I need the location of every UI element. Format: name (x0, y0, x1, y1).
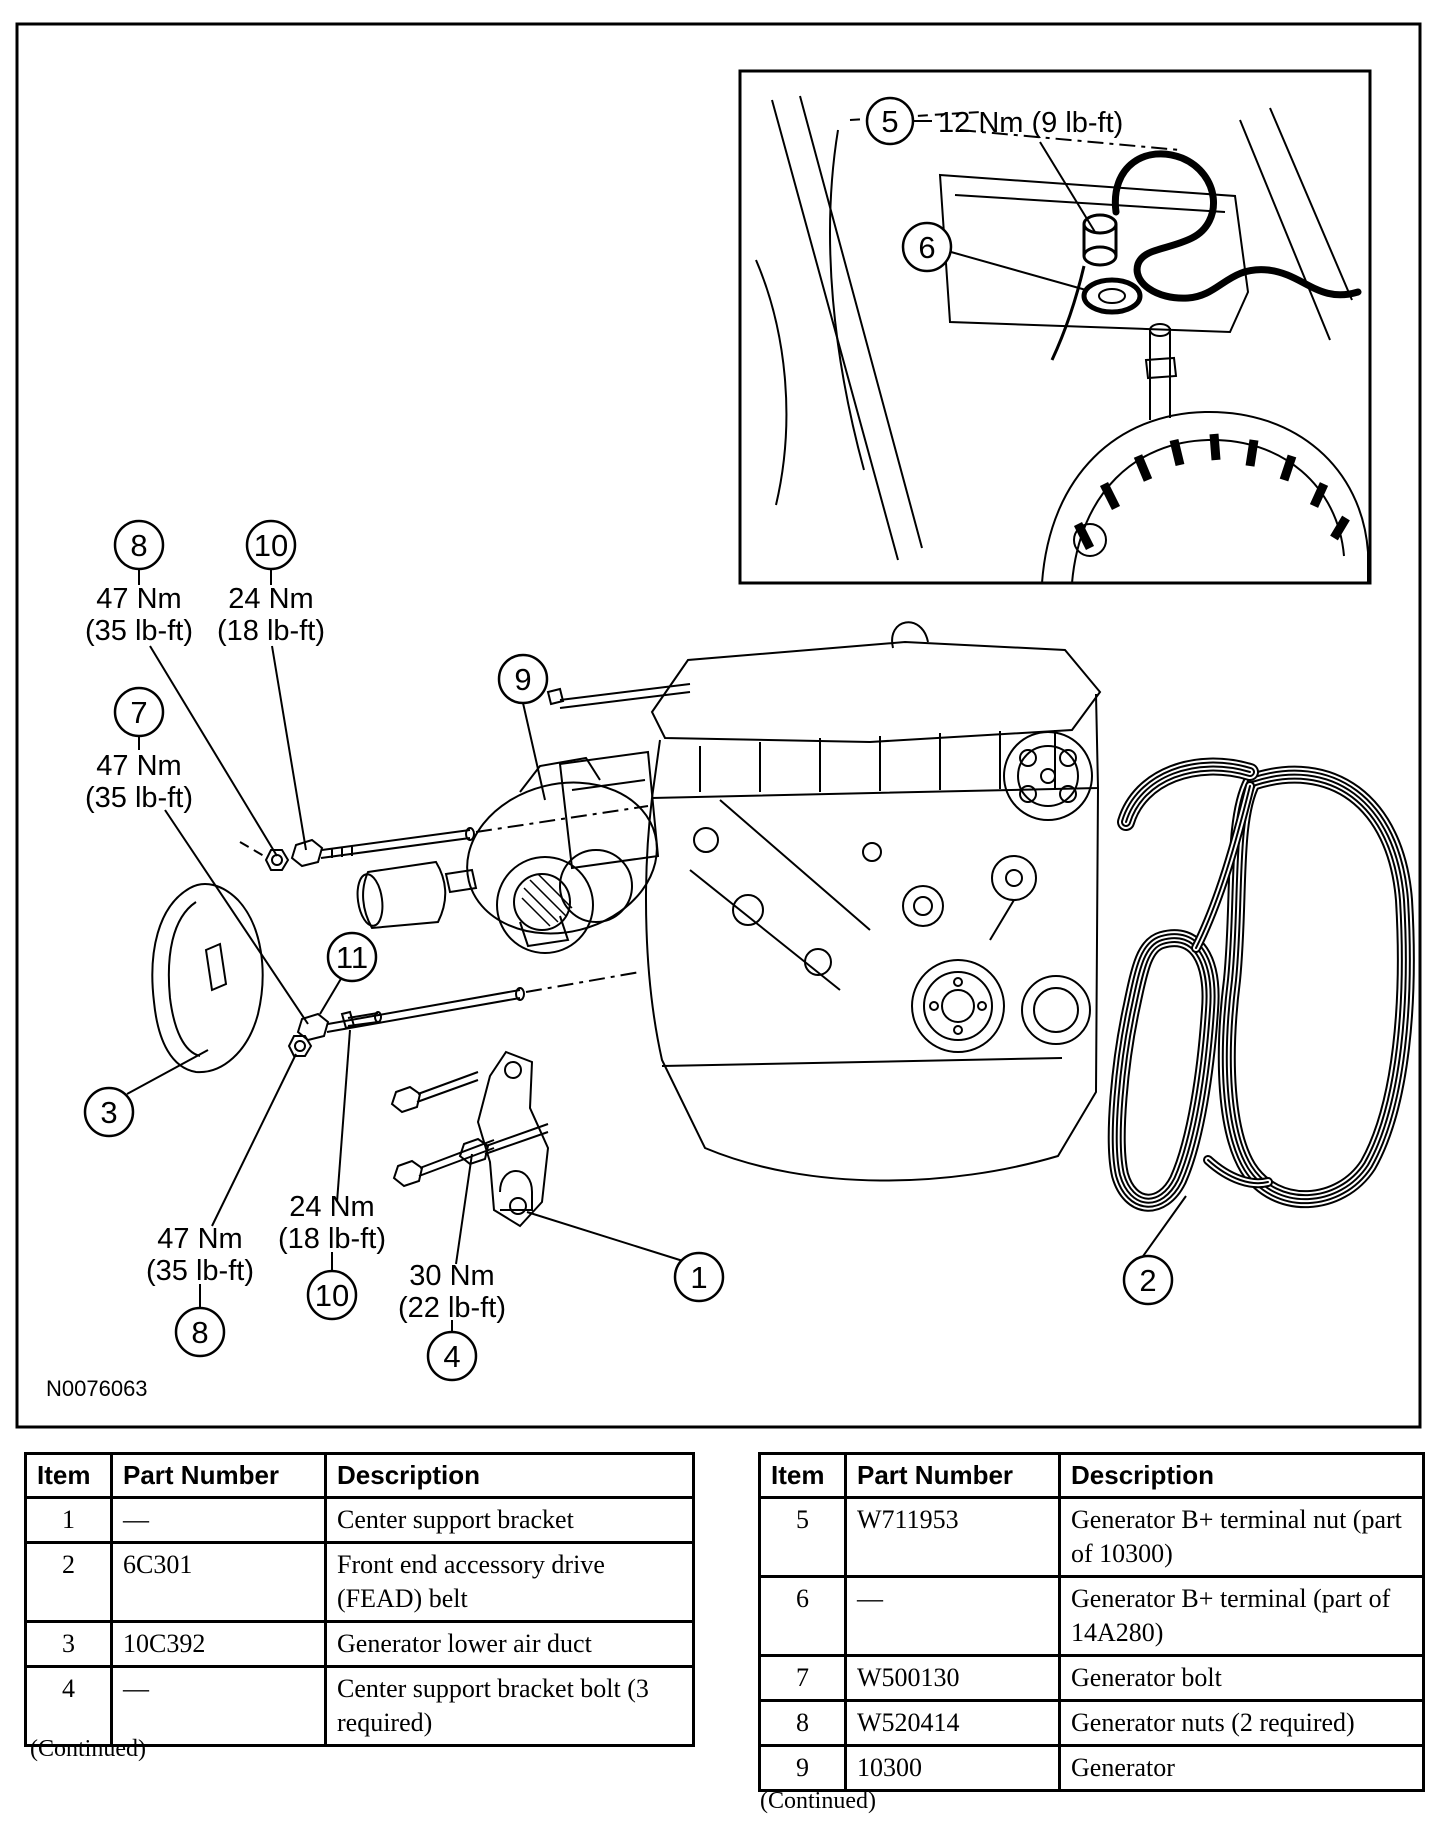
desc-cell: Generator B+ terminal nut (part of 10300) (1060, 1498, 1424, 1577)
torque-top-47-l1: 47 Nm (96, 583, 182, 615)
svg-text:8: 8 (130, 528, 148, 563)
svg-text:6: 6 (918, 230, 936, 265)
item-cell: 9 (760, 1746, 846, 1791)
figure-number: N0076063 (46, 1376, 148, 1401)
callout-2 (1124, 1256, 1172, 1304)
col-part-number: Part Number (112, 1454, 326, 1498)
torque-inset-12nm: 12 Nm (9 lb-ft) (938, 107, 1124, 139)
table-row (26, 1622, 694, 1667)
torque-bottom-24-l1: 24 Nm (289, 1191, 375, 1223)
part-cell: 6C301 (112, 1543, 326, 1622)
torque-mid-47-l1: 47 Nm (96, 750, 182, 782)
torque-bottom-24-l2: (18 lb-ft) (278, 1223, 386, 1255)
inset-detail-view (740, 71, 1370, 583)
fead-belt-art (1117, 767, 1406, 1203)
item-cell: 7 (760, 1656, 846, 1701)
torque-top-47-l2: (35 lb-ft) (85, 615, 193, 647)
svg-text:1: 1 (690, 1260, 708, 1295)
callout-8-bottom (176, 1308, 224, 1356)
part-cell: 10C392 (112, 1622, 326, 1667)
svg-text:4: 4 (443, 1339, 461, 1374)
part-cell: W500130 (846, 1656, 1060, 1701)
part-cell: W520414 (846, 1701, 1060, 1746)
air-duct-art (152, 884, 262, 1072)
ac-pulley (1022, 976, 1090, 1044)
desc-cell: Generator lower air duct (326, 1622, 694, 1667)
table-row (26, 1543, 694, 1622)
table-row (760, 1701, 1424, 1746)
fastener-art (240, 806, 648, 1186)
col-item: Item (26, 1454, 112, 1498)
torque-bottom-30-l1: 30 Nm (409, 1260, 495, 1292)
parts-table-right (758, 1452, 1425, 1792)
svg-text:10: 10 (314, 1278, 350, 1313)
item-cell: 4 (26, 1667, 112, 1746)
table-row (26, 1667, 694, 1746)
idler-pulley (903, 886, 943, 926)
torque-top-24-l2: (18 lb-ft) (217, 615, 325, 647)
part-cell: — (846, 1577, 1060, 1656)
support-bracket-art (478, 1052, 548, 1226)
callout-4 (428, 1332, 476, 1380)
desc-cell: Center support bracket (326, 1498, 694, 1543)
part-cell: W711953 (846, 1498, 1060, 1577)
col-description: Description (1060, 1454, 1424, 1498)
b-plus-terminal-ring (1084, 280, 1140, 312)
torque-mid-47-l2: (35 lb-ft) (85, 782, 193, 814)
callout-11 (328, 933, 376, 981)
torque-bottom-30-l2: (22 lb-ft) (398, 1292, 506, 1324)
desc-cell: Generator bolt (1060, 1656, 1424, 1701)
desc-cell: Generator (1060, 1746, 1424, 1791)
desc-cell: Front end accessory drive (FEAD) belt (326, 1543, 694, 1622)
item-cell: 5 (760, 1498, 846, 1577)
continued-note-right: (Continued) (760, 1788, 876, 1814)
part-cell: — (112, 1498, 326, 1543)
table-row (760, 1746, 1424, 1791)
engine-block-art (548, 622, 1100, 1180)
continued-note-left: (Continued) (30, 1736, 146, 1762)
table-row (26, 1498, 694, 1543)
figure-frame (17, 24, 1420, 1427)
crank-pulley (912, 960, 1004, 1052)
desc-cell: Center support bracket bolt (3 required) (326, 1667, 694, 1746)
tensioner-pulley (990, 856, 1036, 940)
generator-art (354, 758, 673, 953)
torque-bottom-47-l1: 47 Nm (157, 1223, 243, 1255)
parts-table-left (24, 1452, 695, 1747)
table-row (760, 1577, 1424, 1656)
callout-10-top (247, 521, 295, 569)
torque-labels (85, 107, 1123, 1324)
svg-text:3: 3 (100, 1095, 118, 1130)
upper-bolt-head (292, 840, 322, 866)
item-cell: 2 (26, 1543, 112, 1622)
svg-text:11: 11 (335, 940, 369, 975)
callouts (85, 98, 1172, 1380)
col-description: Description (326, 1454, 694, 1498)
svg-text:8: 8 (191, 1315, 209, 1350)
callout-9 (499, 655, 547, 703)
cam-pulley (1004, 732, 1092, 820)
svg-text:2: 2 (1139, 1263, 1157, 1298)
callout-1 (675, 1253, 723, 1301)
generator-nut-upper (266, 850, 288, 870)
table-row (760, 1656, 1424, 1701)
svg-text:10: 10 (253, 528, 289, 563)
generator-ribs (1078, 434, 1346, 548)
desc-cell: Generator B+ terminal (part of 14A280) (1060, 1577, 1424, 1656)
desc-cell: Generator nuts (2 required) (1060, 1701, 1424, 1746)
col-part-number: Part Number (846, 1454, 1060, 1498)
part-cell: 10300 (846, 1746, 1060, 1791)
generator-nut-lower (289, 1036, 311, 1056)
torque-top-24-l1: 24 Nm (228, 583, 314, 615)
svg-text:5: 5 (881, 104, 899, 139)
item-cell: 1 (26, 1498, 112, 1543)
svg-text:9: 9 (514, 662, 532, 697)
part-cell: — (112, 1667, 326, 1746)
table-header-row (26, 1454, 694, 1498)
item-cell: 6 (760, 1577, 846, 1656)
item-cell: 3 (26, 1622, 112, 1667)
callout-8-top (115, 521, 163, 569)
callout-3 (85, 1088, 133, 1136)
leader-lines (127, 121, 1186, 1332)
svg-text:7: 7 (130, 695, 148, 730)
col-item: Item (760, 1454, 846, 1498)
table-row (760, 1498, 1424, 1577)
callout-6 (903, 223, 951, 271)
callout-10-bottom (308, 1271, 356, 1319)
callout-5 (867, 98, 913, 144)
torque-bottom-47-l2: (35 lb-ft) (146, 1255, 254, 1287)
table-header-row (760, 1454, 1424, 1498)
item-cell: 8 (760, 1701, 846, 1746)
callout-7 (115, 688, 163, 736)
harness-wire (1115, 154, 1358, 298)
